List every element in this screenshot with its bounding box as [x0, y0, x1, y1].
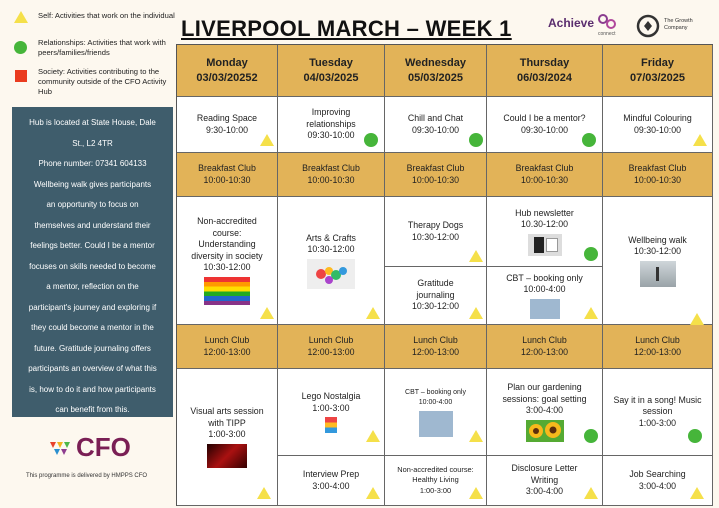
- cfo-triangles-icon: [50, 440, 74, 458]
- info-line: can benefit from this.: [55, 405, 130, 414]
- cfo-logo: CFO: [76, 432, 131, 462]
- activity-arts-and-crafts[interactable]: Arts & Crafts 10:30-12:00: [278, 197, 385, 325]
- self-triangle-icon: [257, 487, 271, 499]
- lunch-club-thursday[interactable]: Lunch Club 12:00-13:00: [487, 325, 603, 369]
- header-friday: Friday 07/03/2025: [603, 45, 713, 97]
- info-line: St., L2 4TR: [72, 138, 113, 148]
- header-wednesday: Wednesday 05/03/2025: [385, 45, 487, 97]
- activity-wellbeing-walk[interactable]: Wellbeing walk 10:30-12:00: [603, 197, 713, 325]
- self-triangle-icon: [260, 134, 274, 146]
- relationships-circle-icon: [364, 133, 378, 147]
- activity-therapy-dogs[interactable]: Therapy Dogs 10:30-12:00: [385, 197, 487, 267]
- activity-visual-arts-tipp[interactable]: Visual arts session with TIPP 1:00-3:00: [177, 369, 278, 506]
- relationships-circle-icon: [582, 133, 596, 147]
- growth-company-logo: The Growth Company: [636, 14, 712, 42]
- triangle-icon: [14, 11, 28, 23]
- lunch-club-monday[interactable]: Lunch Club 12:00-13:00: [177, 325, 278, 369]
- info-line: Phone number: 07341 604133: [38, 159, 147, 168]
- page-title: LIVERPOOL MARCH – WEEK 1: [181, 16, 512, 41]
- relationships-circle-icon: [584, 429, 598, 443]
- activity-reading-space[interactable]: Reading Space 9:30-10:00: [177, 97, 278, 153]
- info-line: feelings better. Could I be a mentor: [30, 241, 155, 250]
- newsletter-image: [528, 234, 562, 256]
- breakfast-club-monday[interactable]: Breakfast Club 10:00-10:30: [177, 153, 278, 197]
- cfo-note: This programme is delivered by HMPPS CFO: [26, 473, 148, 479]
- info-line: themselves and understand their: [34, 220, 151, 230]
- circle-icon: [14, 41, 27, 54]
- info-line: focuses on skills needed to become: [29, 261, 156, 271]
- cbt-image: [530, 299, 560, 319]
- info-line: a mentor, reflection on the: [46, 282, 139, 291]
- activity-healthy-living[interactable]: Non-accredited course: Healthy Living 1:00-3:00: [385, 456, 487, 506]
- self-triangle-icon: [584, 487, 598, 499]
- legend-self-text: Self: Activities that work on the individual: [38, 11, 175, 20]
- self-triangle-icon: [469, 430, 483, 442]
- activity-improving-relationships[interactable]: Improving relationships 09:30-10:00: [278, 97, 385, 153]
- self-triangle-icon: [469, 307, 483, 319]
- self-triangle-icon: [690, 313, 704, 325]
- activity-music-session[interactable]: Say it in a song! Music session 1:00-3:00: [603, 369, 713, 456]
- lunch-club-tuesday[interactable]: Lunch Club 12:00-13:00: [278, 325, 385, 369]
- info-line: is, how to do it and how participants: [29, 384, 156, 394]
- activity-understanding-diversity[interactable]: Non-accredited course: Understanding diversity in society 10:30-12:00: [177, 197, 278, 325]
- info-line: participants an overview of what this: [28, 364, 157, 373]
- growth-company-icon: [636, 14, 660, 38]
- info-line: an opportunity to focus on: [46, 200, 139, 209]
- timetable: [176, 44, 713, 506]
- activity-gardening-goal-setting[interactable]: Plan our gardening sessions: goal setting 3:00-4:00: [487, 369, 603, 456]
- relationships-circle-icon: [584, 247, 598, 261]
- header-monday: Monday 03/03/20252: [177, 45, 278, 97]
- craft-supplies-image: [307, 259, 355, 289]
- activity-chill-and-chat[interactable]: Chill and Chat 09:30-10:00: [385, 97, 487, 153]
- activity-cbt-booking-wednesday[interactable]: CBT – booking only 10:00-4:00: [385, 369, 487, 456]
- header-tuesday: Tuesday 04/03/2025: [278, 45, 385, 97]
- walking-person-image: [640, 261, 676, 287]
- header-thursday: Thursday 06/03/2024: [487, 45, 603, 97]
- self-triangle-icon: [584, 307, 598, 319]
- activity-could-i-be-a-mentor[interactable]: Could I be a mentor? 09:30-10:00: [487, 97, 603, 153]
- info-line: future. Gratitude journaling offers: [34, 343, 151, 353]
- achieve-logo: Achieve connect: [548, 16, 616, 37]
- activity-mindful-colouring[interactable]: Mindful Colouring 09:30-10:00: [603, 97, 713, 153]
- self-triangle-icon: [693, 134, 707, 146]
- activity-cbt-booking-thursday[interactable]: CBT – booking only 10:00-4:00: [487, 267, 603, 325]
- self-triangle-icon: [469, 487, 483, 499]
- self-triangle-icon: [366, 307, 380, 319]
- rainbow-flag-image: [204, 277, 250, 305]
- legend-relationships-text: Relationships: Activities that work with peers/families/friends: [38, 38, 166, 57]
- activity-gratitude-journaling[interactable]: Gratitude journaling 10:30-12:00: [385, 267, 487, 325]
- activity-job-searching[interactable]: Job Searching 3:00-4:00: [603, 456, 713, 506]
- breakfast-club-wednesday[interactable]: Breakfast Club 10:00-10:30: [385, 153, 487, 197]
- lunch-club-friday[interactable]: Lunch Club 12:00-13:00: [603, 325, 713, 369]
- relationships-circle-icon: [688, 429, 702, 443]
- self-triangle-icon: [469, 250, 483, 262]
- breakfast-club-thursday[interactable]: Breakfast Club 10:00-10:30: [487, 153, 603, 197]
- cbt-image: [419, 411, 453, 437]
- legend-society-text: Society: Activities contributing to the community outside of the CFO Activity Hub: [38, 67, 167, 96]
- visual-arts-image: [207, 444, 247, 468]
- sunflowers-image: [526, 420, 564, 442]
- activity-interview-prep[interactable]: Interview Prep 3:00-4:00: [278, 456, 385, 506]
- lego-image: [325, 417, 337, 433]
- info-line: Hub is located at State House, Dale: [29, 118, 156, 127]
- self-triangle-icon: [690, 487, 704, 499]
- hub-info-box: [12, 107, 173, 417]
- activity-hub-newsletter[interactable]: Hub newsletter 10.30-12:00: [487, 197, 603, 267]
- self-triangle-icon: [260, 307, 274, 319]
- info-line: they could become a mentor in the: [31, 323, 154, 332]
- lunch-club-wednesday[interactable]: Lunch Club 12:00-13:00: [385, 325, 487, 369]
- info-line: participant's journey and exploring if: [28, 302, 157, 312]
- square-icon: [15, 70, 27, 82]
- activity-disclosure-letter[interactable]: Disclosure Letter Writing 3:00-4:00: [487, 456, 603, 506]
- self-triangle-icon: [366, 487, 380, 499]
- self-triangle-icon: [366, 430, 380, 442]
- activity-lego-nostalgia[interactable]: Lego Nostalgia 1:00-3:00: [278, 369, 385, 456]
- relationships-circle-icon: [469, 133, 483, 147]
- info-line: Wellbeing walk gives participants: [33, 179, 152, 189]
- breakfast-club-friday[interactable]: Breakfast Club 10:00-10:30: [603, 153, 713, 197]
- breakfast-club-tuesday[interactable]: Breakfast Club 10:00-10:30: [278, 153, 385, 197]
